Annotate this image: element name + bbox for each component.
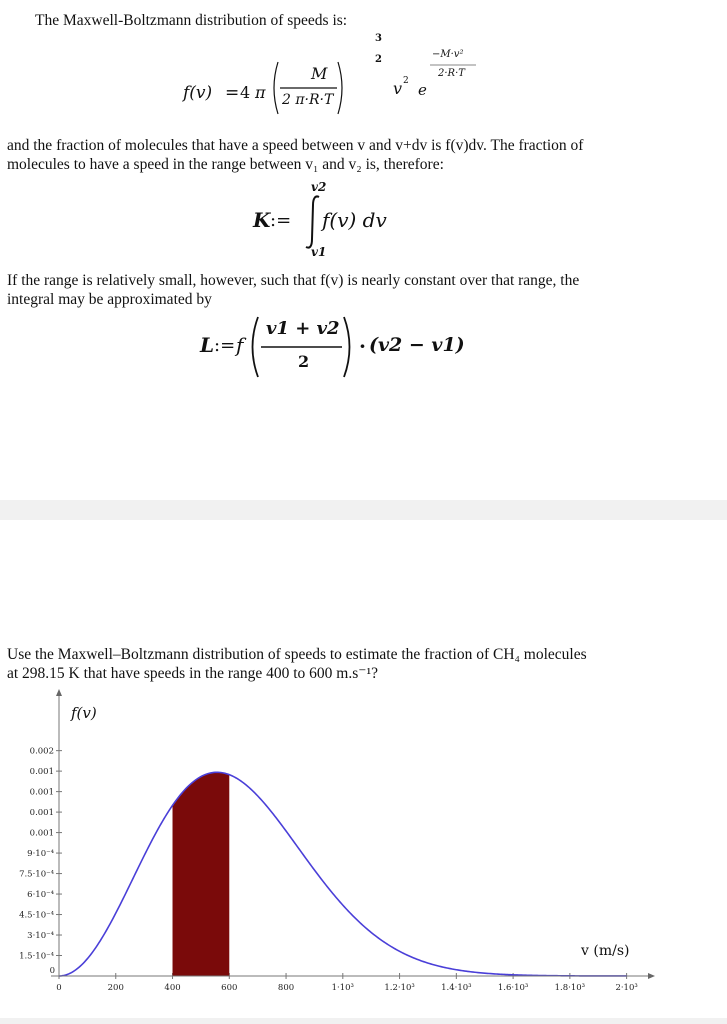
formula-k-upper: v2 xyxy=(311,180,327,194)
intro-text: The Maxwell-Boltzmann distribution of speeds is: xyxy=(35,12,348,29)
formula-l-diff: (v2 − v1) xyxy=(369,334,465,356)
formula-approximation-l xyxy=(0,310,727,385)
shaded-fraction-area xyxy=(173,772,230,976)
x-tick-label: 600 xyxy=(221,983,238,993)
y-tick-label: 3·10⁻⁴ xyxy=(27,931,54,942)
x-tick-label: 1.8·10³ xyxy=(554,983,586,993)
formula-f-e-exp-bar xyxy=(430,63,478,67)
formula-f-frac-den: 2 π·R·T xyxy=(282,92,334,108)
question-line2: at 298.15 K that have speeds in the range 400 to 600 m.s⁻¹? xyxy=(7,665,378,682)
formula-l-num: v1 + v2 xyxy=(266,318,340,339)
formula-f-lhs: f(v) xyxy=(183,83,213,103)
distribution-curve xyxy=(59,772,630,976)
x-tick-label: 1.6·10³ xyxy=(497,983,529,993)
speed-distribution-chart xyxy=(0,688,727,1008)
paragraph-fraction-line2: molecules to have a speed in the range between v₁ and v₂ is, therefore: xyxy=(7,156,444,173)
question-line1: Use the Maxwell–Boltzmann distribution of speeds to estimate the fraction of CH₄ molecules xyxy=(7,646,587,663)
formula-l-f: f xyxy=(236,333,244,357)
formula-f-four: 4 xyxy=(240,83,251,102)
formula-f-exp-den: 2 xyxy=(375,54,382,65)
formula-k-lhs: K xyxy=(253,208,271,232)
formula-f-e: e xyxy=(418,81,427,99)
y-tick-label: 0.001 xyxy=(29,767,54,778)
y-tick-label: 0.001 xyxy=(29,828,54,839)
x-tick-label: 2·10³ xyxy=(615,983,638,993)
paragraph-fraction-line1: and the fraction of molecules that have a speed between v and v+dv is f(v)dv. The fraction of xyxy=(7,137,584,154)
paragraph-approximation-line1: If the range is relatively small, however, such that f(v) is nearly constant over that range, the xyxy=(7,272,580,289)
formula-l-den: 2 xyxy=(298,352,310,371)
y-tick-label: 1.5·10⁻⁴ xyxy=(19,951,54,962)
integral-sign-icon xyxy=(302,193,324,251)
section-divider xyxy=(0,500,727,520)
formula-l-dot: · xyxy=(359,334,366,358)
formula-f-v-exp: 2 xyxy=(403,76,409,86)
x-tick-label: 800 xyxy=(277,983,295,993)
formula-f-e-exp-num: −M·v² xyxy=(432,49,464,60)
formula-k-integrand: f(v) dv xyxy=(322,208,387,232)
y-tick-label: 0.001 xyxy=(29,787,54,798)
y-axis-arrow-icon xyxy=(56,689,62,696)
y-tick-label: 4.5·10⁻⁴ xyxy=(19,910,54,921)
y-tick-label: 9·10⁻⁴ xyxy=(27,849,54,860)
y-axis-ticks xyxy=(19,747,62,976)
x-tick-label: 0 xyxy=(56,983,62,993)
formula-f-pi: π xyxy=(255,83,266,102)
formula-f-eq: = xyxy=(225,83,240,103)
x-tick-label: 1·10³ xyxy=(331,983,354,993)
y-axis-label: f(v) xyxy=(71,704,97,722)
x-tick-label: 1.4·10³ xyxy=(441,983,472,993)
formula-f-frac-num: M xyxy=(311,64,328,83)
x-tick-label: 400 xyxy=(164,983,181,993)
y-tick-label: 6·10⁻⁴ xyxy=(27,890,54,901)
formula-k-lower: v1 xyxy=(311,245,327,259)
y-tick-label: 0.001 xyxy=(29,808,54,819)
formula-l-assign: := xyxy=(214,335,236,356)
bottom-divider xyxy=(0,1018,727,1024)
formula-f-e-exp-den: 2·R·T xyxy=(438,68,465,79)
formula-f-parens xyxy=(268,58,348,118)
formula-f-v: v xyxy=(393,79,403,98)
x-axis-label: v (m/s) xyxy=(581,943,630,959)
formula-integral-k xyxy=(0,175,727,265)
formula-k-assign: := xyxy=(270,210,292,231)
formula-maxwell-boltzmann xyxy=(0,0,727,125)
y-tick-label-zero: 0 xyxy=(49,966,55,976)
x-tick-label: 200 xyxy=(107,983,124,993)
y-tick-label: 7.5·10⁻⁴ xyxy=(19,869,54,880)
formula-l-lhs: L xyxy=(200,333,215,357)
x-axis-arrow-icon xyxy=(648,973,655,979)
x-tick-label: 1.2·10³ xyxy=(384,983,415,993)
paragraph-approximation-line2: integral may be approximated by xyxy=(7,291,212,308)
formula-f-exp-num: 3 xyxy=(375,33,382,44)
y-tick-label: 0.002 xyxy=(29,746,54,757)
